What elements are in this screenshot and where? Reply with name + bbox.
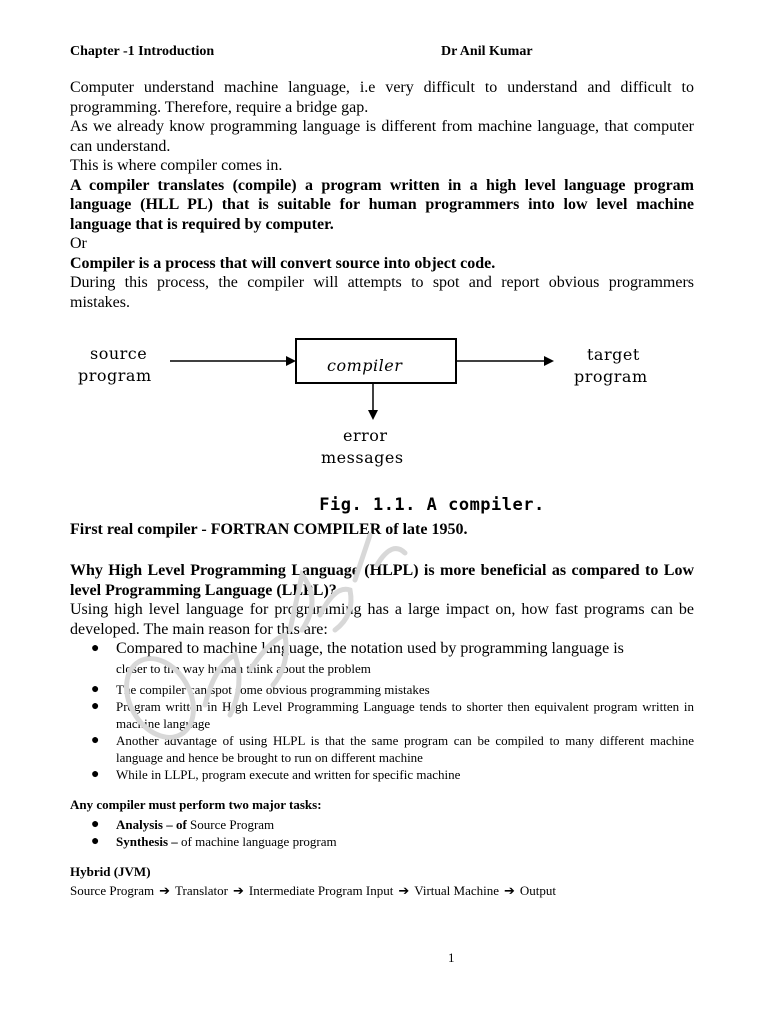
flow-step-vm: Virtual Machine bbox=[414, 883, 499, 898]
source-label-2: program bbox=[78, 366, 152, 385]
arrow-right-icon: ➔ bbox=[233, 883, 244, 899]
reason-1-text-large: Compared to machine language, the notation used by programming language is bbox=[116, 640, 624, 657]
intro-paragraph-1: Computer understand machine language, i.e very difficult to understand and difficult to programming. Therefore, require a bridge gap. bbox=[70, 79, 694, 116]
error-label-1: error bbox=[343, 426, 388, 445]
bullet-icon: ● bbox=[91, 699, 100, 714]
arrow-right-icon: ➔ bbox=[159, 883, 171, 899]
bullet-icon: ● bbox=[91, 834, 100, 849]
intro-paragraph-7: During this process, the compiler will attempts to spot and report obvious programmers mistakes. bbox=[70, 274, 694, 311]
target-label-2: program bbox=[574, 367, 648, 386]
tasks-list bbox=[70, 816, 694, 850]
flow-step-output: Output bbox=[519, 883, 557, 898]
tasks-title: Any compiler must perform two major tasks: bbox=[70, 797, 322, 812]
hybrid-flow bbox=[70, 883, 694, 899]
bullet-icon: ● bbox=[91, 767, 100, 782]
chapter-title: Chapter -1 Introduction bbox=[70, 44, 215, 59]
task-2-bold: Synthesis – bbox=[116, 834, 178, 849]
page-number: 1 bbox=[448, 950, 455, 965]
or-text: Or bbox=[70, 235, 87, 252]
bullet-icon: ● bbox=[91, 641, 100, 656]
output-arrowhead bbox=[544, 356, 554, 366]
source-label-1: source bbox=[90, 344, 148, 363]
arrow-right-icon: ➔ bbox=[504, 883, 515, 899]
list-item bbox=[70, 698, 694, 732]
compiler-box-label: compiler bbox=[327, 356, 403, 375]
task-1-bold: Analysis – of bbox=[116, 817, 187, 832]
error-label-2: messages bbox=[321, 448, 404, 467]
reason-2-text: The compiler can spot some obvious programming mistakes bbox=[116, 682, 430, 697]
figure-caption-text: Fig. 1.1. A compiler. bbox=[319, 495, 545, 515]
list-item bbox=[70, 732, 694, 766]
list-item bbox=[70, 816, 694, 833]
compiler-alt-definition: Compiler is a process that will convert source into object code. bbox=[70, 254, 496, 272]
list-item bbox=[70, 766, 694, 783]
hybrid-title: Hybrid (JVM) bbox=[70, 864, 151, 879]
bullet-icon: ● bbox=[91, 817, 100, 832]
error-arrowhead bbox=[368, 410, 378, 420]
reason-1-text-small: closer to the way human think about the problem bbox=[116, 660, 371, 676]
why-hlpl-paragraph: Using high level language for programming has a large impact on, how fast programs can be developed. The main reason for this are: bbox=[70, 601, 694, 638]
reason-3-text: Program written in High Level Programming Language tends to shorter then equivalent program written in machine language bbox=[116, 699, 694, 731]
bullet-icon: ● bbox=[91, 682, 100, 697]
reasons-list bbox=[70, 639, 694, 783]
bullet-icon: ● bbox=[91, 733, 100, 748]
intro-paragraph-3: This is where compiler comes in. bbox=[70, 157, 283, 174]
tasks-section bbox=[70, 797, 694, 850]
compiler-diagram bbox=[70, 334, 694, 494]
list-item bbox=[70, 681, 694, 698]
first-compiler-line: First real compiler - FORTRAN COMPILER of late 1950. bbox=[70, 521, 468, 538]
reason-4-text: Another advantage of using HLPL is that the same program can be compiled to many different machine language and hence be brought to run on different machine bbox=[116, 733, 694, 765]
why-hlpl-question: Why High Level Programming Language (HLPL) is more beneficial as compared to Low level Programming Language (LLPL)? bbox=[70, 562, 694, 599]
compiler-definition: A compiler translates (compile) a program written in a high level language program language (HLL PL) that is suitable for human programmers into low level machine language that is required by computer. bbox=[70, 176, 694, 233]
list-item bbox=[70, 639, 694, 678]
author-name: Dr Anil Kumar bbox=[441, 44, 533, 59]
flow-step-source: Source Program bbox=[70, 883, 155, 898]
arrow-right-icon: ➔ bbox=[398, 883, 410, 899]
figure-caption bbox=[70, 495, 694, 515]
why-hlpl-section bbox=[70, 561, 694, 783]
flow-step-translator: Translator bbox=[175, 883, 228, 898]
reason-5-text: While in LLPL, program execute and written for specific machine bbox=[116, 767, 461, 782]
target-label-1: target bbox=[587, 345, 640, 364]
list-item bbox=[70, 833, 694, 850]
input-arrowhead bbox=[286, 356, 296, 366]
hybrid-section bbox=[70, 864, 694, 899]
intro-section bbox=[70, 78, 694, 312]
task-1-rest: Source Program bbox=[186, 817, 275, 832]
task-2-rest: of machine language program bbox=[177, 834, 337, 849]
flow-step-intermediate: Intermediate Program Input bbox=[248, 883, 394, 898]
intro-paragraph-2: As we already know programming language is different from machine language, that computer can understand. bbox=[70, 118, 694, 155]
